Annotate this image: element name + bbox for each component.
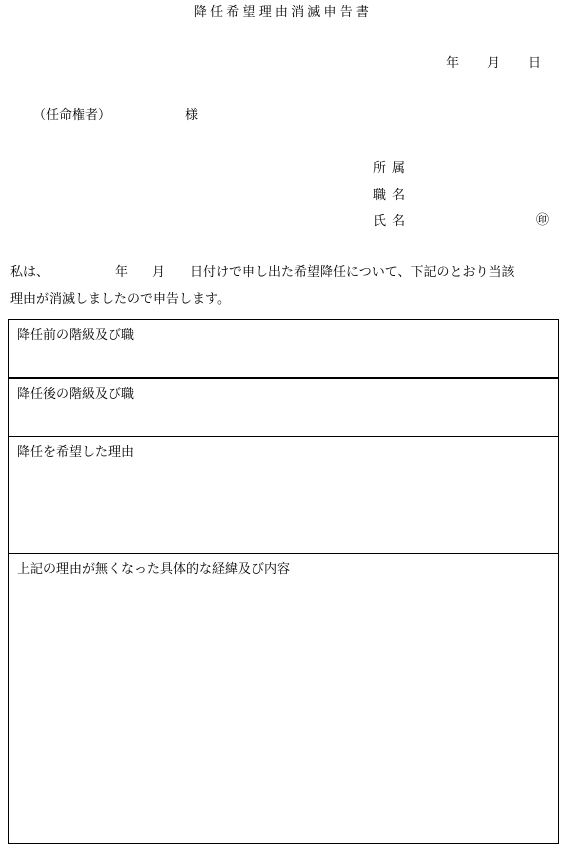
date-day-label: 日 <box>528 56 542 71</box>
job-title-label: 職名 <box>373 188 412 203</box>
date-line <box>446 57 541 70</box>
seal-mark-icon: ㊞ <box>536 213 550 228</box>
section-rank-after <box>8 378 559 437</box>
section-reason-ended-details <box>8 553 559 844</box>
department-label: 所属 <box>373 161 412 176</box>
declaration-suffix: 日付けで申し出た希望降任について、下記のとおり当該 <box>190 265 515 280</box>
date-year-label: 年 <box>446 56 460 71</box>
document-title: 降任希望理由消滅申告書 <box>193 5 373 20</box>
section-caption: 降任前の階級及び職 <box>17 328 135 343</box>
declaration-line-1 <box>10 266 515 279</box>
declaration-month-label: 月 <box>152 265 166 280</box>
section-caption: 降任を希望した理由 <box>17 445 135 460</box>
honorific-sama: 様 <box>185 108 199 123</box>
addressee-line <box>33 109 198 122</box>
section-caption: 降任後の階級及び職 <box>17 387 135 402</box>
name-field <box>373 215 411 228</box>
declaration-year-label: 年 <box>115 265 129 280</box>
appointing-authority-label: （任命権者） <box>33 108 112 123</box>
declaration-prefix: 私は、 <box>10 265 50 280</box>
section-rank-before <box>8 319 559 378</box>
job-title-field <box>373 189 411 202</box>
section-caption: 上記の理由が無くなった具体的な経緯及び内容 <box>17 562 291 577</box>
declaration-line-2: 理由が消滅しましたので申告します。 <box>10 292 230 307</box>
name-label: 氏名 <box>373 214 412 229</box>
date-month-label: 月 <box>487 56 501 71</box>
department-field <box>373 162 411 175</box>
section-demotion-reason <box>8 436 559 554</box>
